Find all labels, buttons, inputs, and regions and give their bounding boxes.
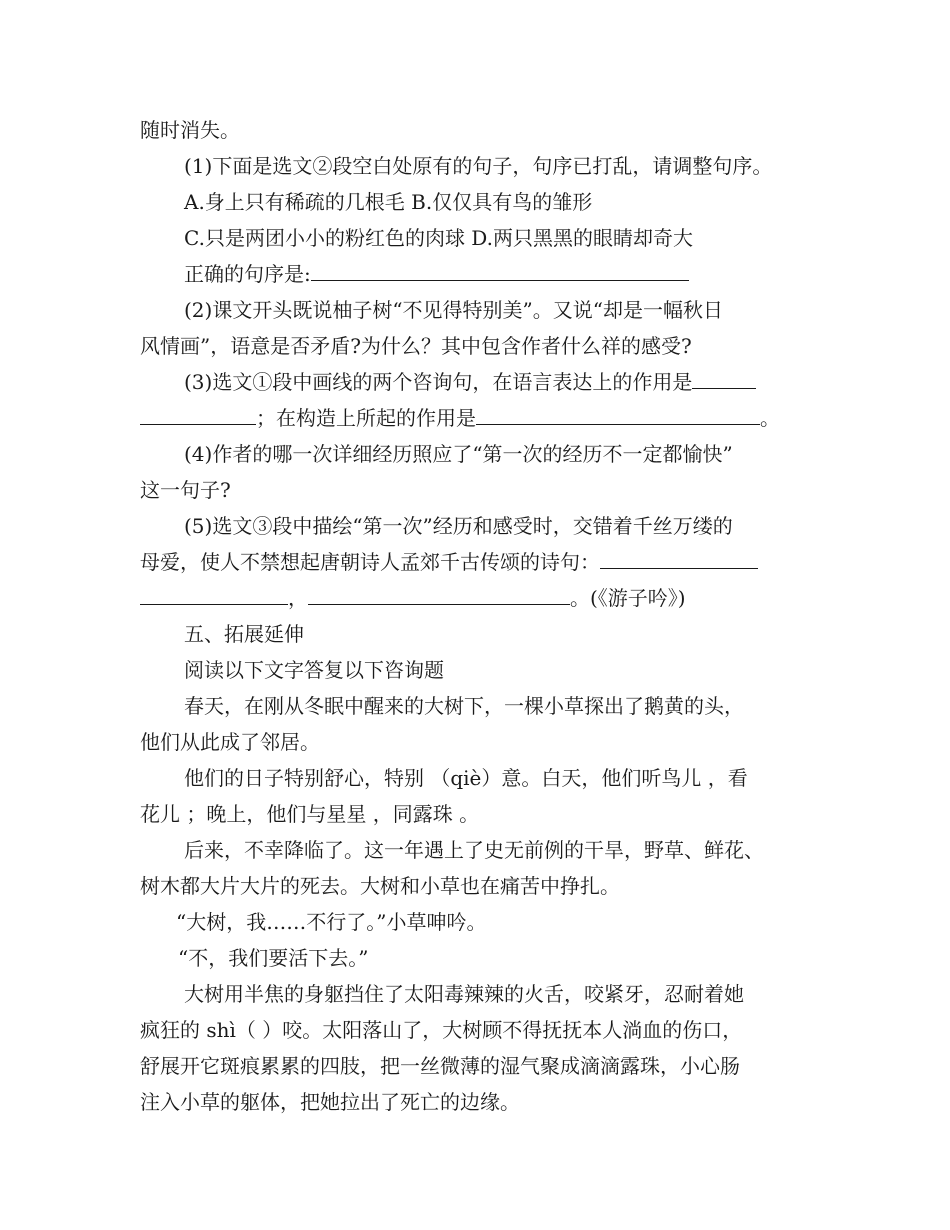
passage-line: 后来，不幸降临了。这一年遇上了史无前例的干旱，野草、鲜花、 — [184, 838, 764, 862]
poem-source: 。(《游子吟》) — [570, 586, 686, 610]
question-3-text-b: ；在构造上所起的作用是 — [256, 406, 476, 430]
answer-line-order — [184, 256, 874, 292]
passage-dialogue: “不，我们要活下去。” — [178, 946, 369, 970]
section-heading: 五、拓展延伸 — [184, 622, 304, 646]
question-5-text: 母爱，使人不禁想起唐朝诗人孟郊千古传颂的诗句： — [140, 550, 600, 574]
answer-blank[interactable] — [140, 402, 256, 425]
passage-line: 注入小草的躯体，把她拉出了死亡的边缘。 — [140, 1090, 520, 1114]
question-3-cont — [140, 400, 830, 436]
passage-line: 他们的日子特别舒心，特别 （qiè）意。白天，他们听鸟儿 ，看 — [184, 766, 748, 790]
question-2: (2)课文开头既说柚子树“不见得特别美”。又说“却是一幅秋日 — [184, 298, 724, 322]
text-line: 随时消失。 — [140, 118, 240, 142]
option-a-b: A.身上只有稀疏的几根毛 B.仅仅具有鸟的雏形 — [184, 190, 593, 214]
answer-blank[interactable] — [311, 258, 689, 281]
question-4-cont: 这一句子? — [140, 478, 231, 502]
passage-line: 花儿 ；晚上，他们与星星 ，同露珠 。 — [140, 802, 480, 826]
question-3 — [184, 364, 874, 400]
question-3-text: (3)选文①段中画线的两个咨询句，在语言表达上的作用是 — [184, 370, 693, 394]
passage-dialogue: “大树，我……不行了。”小草呻吟。 — [176, 910, 487, 934]
question-5: (5)选文③段中描绘“第一次”经历和感受时，交错着千丝万缕的 — [184, 514, 733, 538]
answer-blank[interactable] — [692, 366, 756, 389]
passage-line: 他们从此成了邻居。 — [140, 730, 320, 754]
passage-line: 舒展开它斑痕累累的四肢，把一丝微薄的湿气聚成滴滴露珠，小心肠 — [140, 1054, 740, 1078]
question-2-cont: 风情画”，语意是否矛盾?为什么？其中包含作者什么祥的感受? — [140, 334, 692, 358]
question-1: (1)下面是选文②段空白处原有的句子，句序已打乱，请调整句序。 — [184, 154, 773, 178]
answer-blank[interactable] — [308, 582, 570, 605]
passage-line: 疯狂的 shì（ ）咬。太阳落山了，大树顾不得抚抚本人淌血的伤口， — [140, 1018, 743, 1042]
passage-line: 春天，在刚从冬眠中醒来的大树下，一棵小草探出了鹅黄的头， — [184, 694, 744, 718]
question-5-cont — [140, 544, 830, 580]
answer-blank[interactable] — [600, 546, 758, 569]
period: 。 — [760, 406, 780, 430]
instruction: 阅读以下文字答复以下咨询题 — [184, 658, 444, 682]
answer-blank[interactable] — [476, 402, 760, 425]
answer-label: 正确的句序是: — [184, 262, 311, 286]
passage-line: 树木都大片大片的死去。大树和小草也在痛苦中挣扎。 — [140, 874, 620, 898]
option-c-d: C.只是两团小小的粉红色的肉球 D.两只黑黑的眼睛却奇大 — [184, 226, 693, 250]
comma: ， — [288, 586, 308, 610]
question-5-blanks — [140, 580, 830, 616]
passage-line: 大树用半焦的身躯挡住了太阳毒辣辣的火舌，咬紧牙，忍耐着她 — [184, 982, 744, 1006]
answer-blank[interactable] — [140, 582, 288, 605]
question-4: (4)作者的哪一次详细经历照应了“第一次的经历不一定都愉快” — [184, 442, 733, 466]
